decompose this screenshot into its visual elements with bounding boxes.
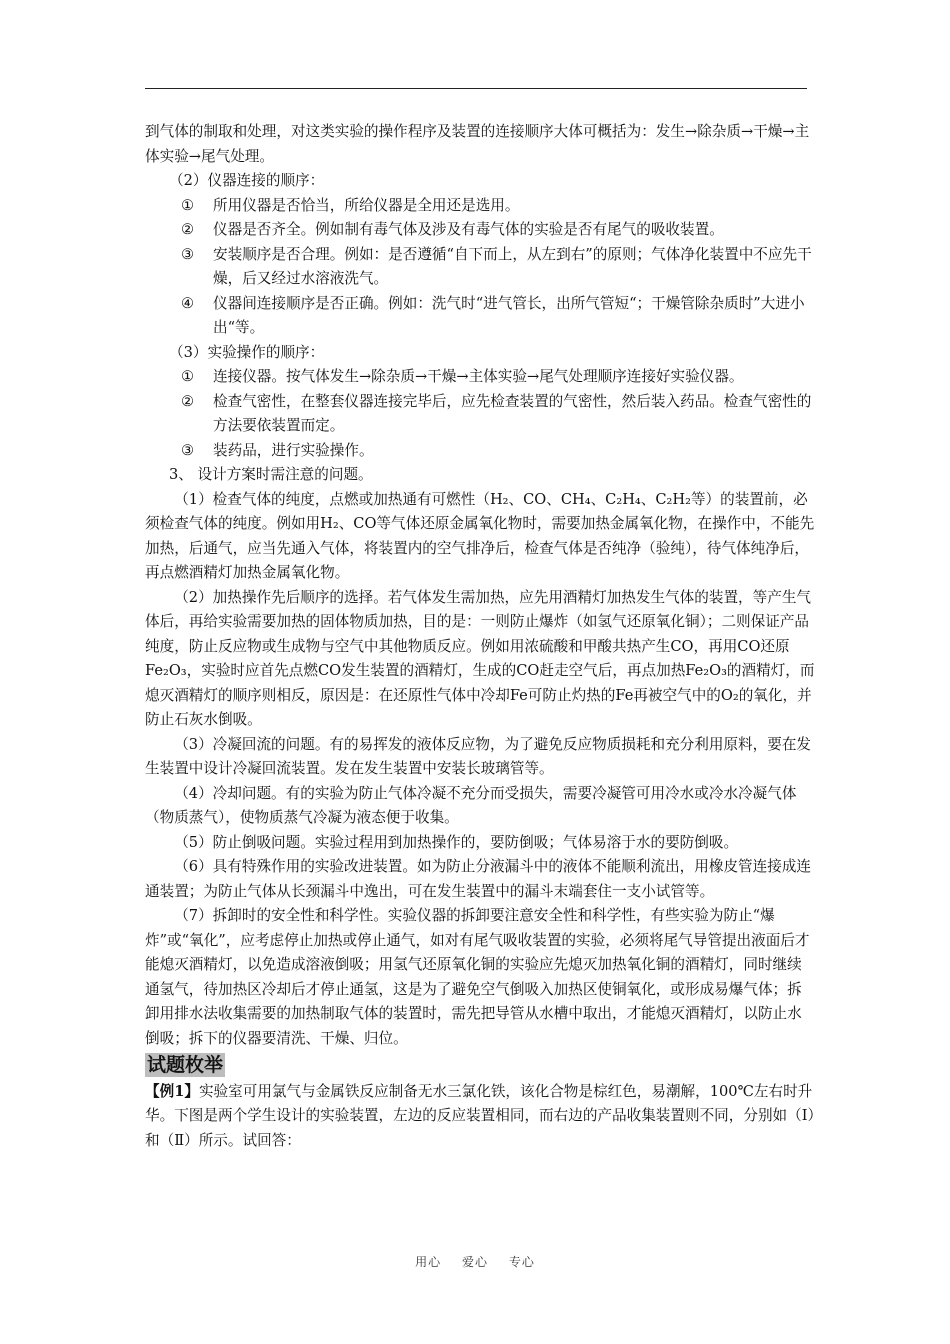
design-notes-heading: 3、 设计方案时需注意的问题。 <box>169 466 373 483</box>
section-title: 试题枚举 <box>147 1054 224 1076</box>
note-paragraph: （7）拆卸时的安全性和科学性。实验仪器的拆卸要注意安全性和科学性，有些实验为防止“爆炸”或“氧化”，应考虑停止加热或停止通气，如对有尾气吸收装置的实验，必须将尾气导管提出液面后才能熄灭酒精灯，以免造成溶液倒吸；用氢气还原氧化铜的实验应先熄灭加热氧化铜的酒精灯，同时继续通氢气，待加热区冷却后才停止通氢，这是为了避免空气倒吸入加热区使铜氧化，或形成易爆气体；拆卸用排水法收集需要的加热制取气体的装置时，需先把导管从水槽中取出，才能熄灭酒精灯，以防止水倒吸；拆下的仪器要清洗、干燥、归位。 <box>145 907 810 1047</box>
item-number: ② <box>181 221 195 238</box>
note-paragraph: （1）检查气体的纯度，点燃或加热通有可燃性（H₂、CO、CH₄、C₂H₄、C₂H₂等）的装置前，必须检查气体的纯度。例如用H₂、CO等气体还原金属氧化物时，需要加热金属氧化物，在操作中，不能先加热，后通气，应当先通入气体，将装置内的空气排净后，检查气体是否纯净（验纯），待气体纯净后，再点燃酒精灯加热金属氧化物。 <box>145 490 815 581</box>
item-text: 连接仪器。按气体发生→除杂质→干燥→主体实验→尾气处理顺序连接好实验仪器。 <box>213 368 744 385</box>
instrument-order-heading: （2）仪器连接的顺序： <box>169 172 325 189</box>
note-paragraph: （5）防止倒吸问题。实验过程用到加热操作的，要防倒吸；气体易溶于水的要防倒吸。 <box>174 833 739 851</box>
header-rule <box>145 88 807 89</box>
list-item <box>145 292 815 341</box>
item-number: ① <box>181 368 195 385</box>
operation-order-heading: （3）实验操作的顺序： <box>169 343 325 361</box>
intro-paragraph: 到气体的制取和处理，对这类实验的操作程序及装置的连接顺序大体可概括为：发生→除杂质→干燥→主体实验→尾气处理。 <box>145 123 810 165</box>
operation-order-list <box>145 365 815 463</box>
item-text: 仪器间连接顺序是否正确。例如：洗气时“进气管长，出所气管短“；干燥管除杂质时”大进小出“等。 <box>213 294 805 336</box>
list-item <box>145 390 815 439</box>
footer-item: 爱心 <box>461 1255 488 1269</box>
item-text: 所用仪器是否恰当，所给仪器是全用还是选用。 <box>213 196 520 214</box>
item-number: ④ <box>181 294 195 312</box>
item-text: 装药品，进行实验操作。 <box>213 441 374 459</box>
note-paragraph: （2）加热操作先后顺序的选择。若气体发生需加热，应先用酒精灯加热发生气体的装置，等产生气体后，再给实验需要加热的固体物质加热，目的是：一则防止爆炸（如氢气还原氧化铜）；二则保证产品纯度，防止反应物或生成物与空气中其他物质反应。例如用浓硫酸和甲酸共热产生CO，再用CO还原Fe₂O₃，实验时应首先点燃CO发生装置的酒精灯，生成的CO赶走空气后，再点加热Fe₂O₃的酒精灯，而熄灭酒精灯的顺序则相反，原因是：在还原性气体中冷却Fe可防止灼热的Fe再被空气中的O₂的氧化，并防止石灰水倒吸。 <box>145 588 815 728</box>
example-paragraph <box>145 1080 815 1154</box>
list-item <box>145 243 815 292</box>
item-number: ① <box>181 196 195 214</box>
document-body <box>145 120 815 1153</box>
item-text: 安装顺序是否合理。例如：是否遵循“自下而上，从左到右”的原则；气体净化装置中不应先干燥，后又经过水溶液洗气。 <box>213 245 812 287</box>
note-paragraph: （3）冷凝回流的问题。有的易挥发的液体反应物，为了避免反应物质损耗和充分利用原料，要在发生装置中设计冷凝回流装置。发在发生装置中安装长玻璃管等。 <box>145 735 812 777</box>
item-number: ② <box>181 392 195 410</box>
example-text: 实验室可用氯气与金属铁反应制备无水三氯化铁，该化合物是棕红色，易潮解，100℃左右时升华。下图是两个学生设计的实验装置，左边的反应装置相同，而右边的产品收集装置则不同，分别如（Ⅰ）和（Ⅱ）所示。试回答： <box>145 1082 815 1149</box>
instrument-order-list <box>145 194 815 341</box>
item-number: ③ <box>181 245 195 263</box>
item-text: 检查气密性，在整套仪器连接完毕后，应先检查装置的气密性，然后装入药品。检查气密性的方法要依装置而定。 <box>213 392 812 434</box>
note-paragraph: （6）具有特殊作用的实验改进装置。如为防止分液漏斗中的液体不能顺利流出，用橡皮管连接成连通装置；为防止气体从长颈漏斗中逸出，可在发生装置中的漏斗末端套住一支小试管等。 <box>145 858 812 900</box>
page-footer <box>0 1253 950 1270</box>
footer-item: 专心 <box>508 1255 535 1269</box>
example-tag: 【例1】 <box>145 1082 199 1100</box>
item-number: ③ <box>181 441 195 459</box>
note-paragraph: （4）冷却问题。有的实验为防止气体冷凝不充分而受损失，需要冷凝管可用冷水或冷水冷凝气体（物质蒸气），使物质蒸气冷凝为液态便于收集。 <box>145 784 797 826</box>
list-item <box>145 439 815 464</box>
list-item <box>145 194 815 219</box>
list-item <box>145 218 815 243</box>
footer-item: 用心 <box>415 1255 442 1269</box>
list-item <box>145 365 815 390</box>
item-text: 仪器是否齐全。例如制有毒气体及涉及有毒气体的实验是否有尾气的吸收装置。 <box>213 221 724 238</box>
